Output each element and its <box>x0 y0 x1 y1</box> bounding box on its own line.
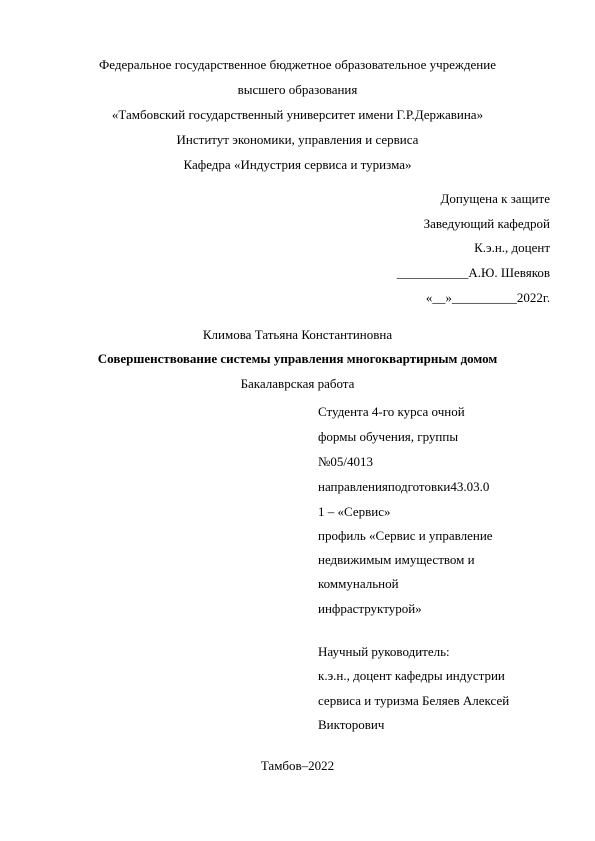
work-type: Бакалаврская работа <box>240 376 355 391</box>
author-name: Климова Татьяна Константиновна <box>202 327 393 342</box>
header-line-institution-type: Федеральное государственное бюджетное образовательное учреждение <box>99 57 496 72</box>
student-info-line: 1 – «Сервис» <box>318 504 391 519</box>
student-info-line: формы обучения, группы <box>318 429 459 444</box>
header-line-institute: Институт экономики, управления и сервиса <box>176 132 419 147</box>
student-info-line: Студента 4-го курса очной <box>318 404 465 419</box>
supervisor-line: сервиса и туризма Беляев Алексей <box>318 693 510 708</box>
approval-date-line: «__»__________2022г. <box>425 290 550 305</box>
student-info-line: направленияподготовки43.03.0 <box>318 479 490 494</box>
city-year: Тамбов–2022 <box>260 758 335 773</box>
approval-head-of-department: Заведующий кафедрой <box>423 216 550 231</box>
student-info-line: инфраструктурой» <box>318 601 422 616</box>
supervisor-line: Научный руководитель: <box>318 644 450 659</box>
student-info-line: профиль «Сервис и управление <box>318 528 493 543</box>
header-line-department: Кафедра «Индустрия сервиса и туризма» <box>183 157 412 172</box>
approval-admitted: Допущена к защите <box>440 191 550 206</box>
header-line-university-name: «Тамбовский государственный университет имени Г.Р.Державина» <box>111 107 484 122</box>
thesis-title: Совершенствование системы управления многоквартирным домом <box>97 351 498 366</box>
student-info-line: недвижимым имуществом и <box>318 552 475 567</box>
student-info-line: коммунальной <box>318 576 399 591</box>
approval-degree: К.э.н., доцент <box>474 240 550 255</box>
supervisor-line: к.э.н., доцент кафедры индустрии <box>318 668 505 683</box>
student-info-line: №05/4013 <box>318 454 374 469</box>
header-line-education-level: высшего образования <box>237 82 358 97</box>
supervisor-line: Викторович <box>318 717 385 732</box>
approval-signature-line: ___________А.Ю. Шевяков <box>396 265 550 280</box>
